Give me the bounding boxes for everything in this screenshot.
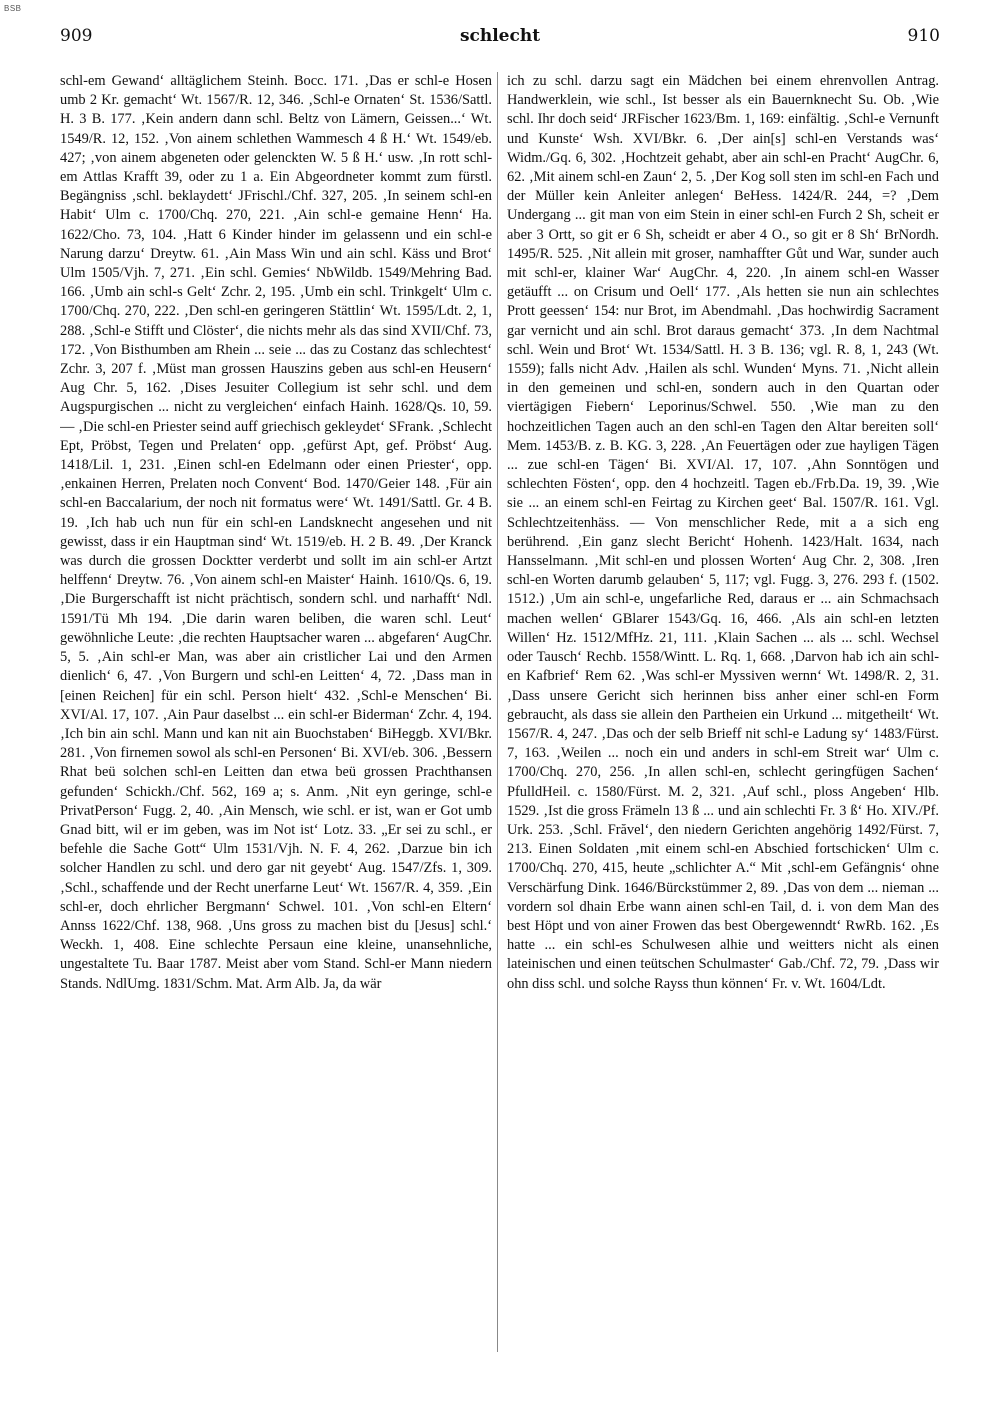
text-column-right: ich zu schl. darzu sagt ein Mädchen bei einem ehrenvollen Antrag. Handwerklein, wie schl., Ist besser als ein Bauernknecht Su. Ob. ‚Wie schl. Ihr doch seid‘ JRFischer 1623/Bm. 1, 169: einfältig. ‚Schl-e Vernunft und Kunste‘ Wsh. XVI/Bkr. 6. ‚Der ain[s] schl-en Verstands was‘ Widm./Gq. 6, 302. ‚Hochtzeit gehabt, aber ain schl-en Pracht‘ AugChr. 6, 62. ‚Mit ainem schl-en Zaun‘ 2, 5. ‚Der Kog soll sten im schl-en Fach und der Müller kein Anleiter anlegen‘ BeHess. 1424/R. 244, =? ‚Dem Undergang ... git man von eim Stein in einer schl-en Furch 2 Sh, scheit er aber 3 Ortt, so git er 6 Sh, scheidt er aber 4 O., so git er 8 Sh‘ BrNordh. 1495/R. 525. ‚Nit allein mit groser, namhaffter Gůt und War, sunder auch mit schl-er, klainer War‘ AugChr. 4, 220. ‚In ainem schl-en Wasser getäufft ... on Crisum und Oell‘ 177. ‚Als hetten sie nun ain schlechtes Prott geessen‘ 154: nur Brot, im Abendmahl. ‚Das hochwirdig Sacrament gar vernicht und ain schl. Brot daraus gemacht‘ 373. ‚In dem Nachtmal schl. Wein und Brot‘ Wt. 1534/Sattl. H. 3 B. 136; vgl. R. 8, 1, 243 (Wt. 1559); falls nicht Adv. ‚Hailen als schl. Wunden‘ Myns. 71. ‚Nicht allein in den gemeinen und schl-en, sondern auch in den Quartan oder viertägigen Fiebern‘ Leporinus/Schwel. 550. ‚Wie man zu den hochzeitlichen Tagen auch an den schl-en Tagen den Altar bereiten soll‘ Mem. 1453/B. z. B. KG. 3, 228. ‚An Feuertägen oder zue hayligen Tägen ... zue schl-en Tägen‘ Bi. XVI/Al. 17, 107. ‚Ahn Sonntögen und schlechten Fösten‘, opp. den 4 hochzeitl. Tagen eb./Frb.Da. 19, 39. ‚Wie sie ... an einem schl-en Feirtag zu Kirchen geet‘ Bal. 1507/R. 161. Vgl. Schlechtzeitenhäss. — Von menschlicher Rede, mit a a sich eng berührend. ‚Ein ganz slecht Bericht‘ Hohenh. 1423/Halt. 1634, nach Hansselmann. ‚Mit schl-en und plossen Worten‘ Aug Chr. 2, 308. ‚Iren schl-en Worten darumb gelauben‘ 5, 117; vgl. Fugg. 3, 276. 293 f. (1502. 1512.) ‚Um ain schl-e, ungefarliche Red, daraus er ... ain Schmachsach machen wellen‘ GBlarer 1543/Gq. 16, 466. ‚Als ain schl-en letzten Willen‘ Hz. 1512/MfHz. 21, 111. ‚Klain Sachen ... als ... schl. Wechsel oder Tausch‘ Rechb. 1558/Wintt. L. Rq. 1, 668. ‚Darvon hab ich ain schl-en Kafbrief‘ Rem 62. ‚Was schl-er Myssiven wernn‘ Wt. 1498/R. 2, 31. ‚Dass unsere Gericht sich herinnen biss anher einer schl-en Form gebraucht, als dass sie allein den Partheien ein Urkund ... mitgetheilt‘ Wt. 1567/R. 4, 247. ‚Das och der selb Brieff nit schl-e Ladung sy‘ 1483/Fürst. 7, 163. ‚Weilen ... noch ein und anders in schl-em Streit war‘ Ulm c. 1700/Chq. 270, 256. ‚In allen schl-en, schlecht geringfügen Sachen‘ PfulldHeil. c. 1580/Fürst. M. 2, 321. ‚Auf schl., ploss Angeben‘ Hlb. 1529. ‚Ist die gross Främeln 13 ß ... und ain schlechti Fr. 3 ß‘ Ho. XIV./Pf. Urk. 253. ‚Schl. Frăvel‘, den niedern Gerichten angehörig 1492/Fürst. 7, 213. Einen Soldaten ‚mit einem schl-en Abschied fortschicken‘ Ulm c. 1700/Chq. 270, 415, heute „schlichter A.“ Mit ‚schl-em Gefängnis‘ ohne Verschärfung Dink. 1646/Bürckstümmer 2, 89. ‚Das von dem ... nieman ... vordern sol dhain Erbe wann ainen schl-en Tail, d. i. von dem Man des best Höpt und von ainer Frowen das best Obergewenndt‘ RwRb. 162. ‚Es hatte ... ein schl-es Schulwesen alhie und weitters nicht als einen lateinischen und einen teütschen Schulmaster‘ Gab./Chf. 72, 79. ‚Dass wir ohn diss schl. und solche Rayss thun können‘ Fr. v. Wt. 1604/Ldt. xyxy=(507,73,939,992)
library-stamp: BSB xyxy=(4,4,22,13)
text-column-left: schl-em Gewand‘ alltäglichem Steinh. Bocc. 171. ‚Das er schl-e Hosen umb 2 Kr. gemacht‘ Wt. 1567/R. 12, 346. ‚Schl-e Ornaten‘ St. 1536/Sattl. H. 3 B. 177. ‚Kein andern dann schl. Beltz von Lämern, Geissen...‘ Wt. 1549/R. 12, 152. ‚Von ainem schlethen Wammesch 4 ß H.‘ Wt. 1549/eb. 427; ‚von ainem abgeneten oder gelenckten W. 5 ß H.‘ usw. ‚In rott schl-em Attlas Krafft 39, oder zu 1 a. Ein Abgeordneter kommt zum fürstl. Begängniss ‚schl. beklaydett‘ JFrischl./Chf. 327, 205. ‚In seinem schl-en Habit‘ Ulm c. 1700/Chq. 270, 221. ‚Ain schl-e gemaine Henn‘ Ha. 1622/Cho. 73, 104. ‚Hatt 6 Kinder hinder im gelassenn und ein schl-e Narung darzu‘ Dreytw. 61. ‚Ain Mass Win und ain schl. Käss und Brot‘ Ulm 1505/Vjh. 7, 271. ‚Ein schl. Gemies‘ NbWildb. 1549/Mehring Bad. 166. ‚Umb ain schl-s Gelt‘ Zchr. 2, 195. ‚Umb ein schl. Trinkgelt‘ Ulm c. 1700/Chq. 270, 222. ‚Den schl-en geringeren Stättlin‘ Wt. 1595/Ldt. 2, 1, 288. ‚Schl-e Stifft und Clöster‘, die nichts mehr als das sind XVII/Chf. 73, 172. ‚Von Bisthumben am Rhein ... seie ... das zu Costanz das schlechtest‘ Zchr. 3, 207 f. ‚Müst man grossen Hauszins geben aus schl-en Heusern‘ Aug Chr. 5, 162. ‚Dises Jesuiter Collegium ist sehr schl. und dem Augspurgischen ... nicht zu vergleichen‘ einfach Hainh. 1628/Qs. 10, 59. — ‚Die schl-en Priester seind auff griechisch gekleydet‘ SFrank. ‚Schlecht Ept, Pröbst, Tegen und Prelaten‘ opp. ‚gefürst Apt, gef. Pröbst‘ Aug. 1418/Lil. 1, 231. ‚Einen schl-en Edelmann oder einen Priester‘, opp. ‚enkainen Herren, Prelaten noch Convent‘ Bod. 1470/Geier 148. ‚Für ain schl-en Baccalarium, der noch nit formatus were‘ Wt. 1491/Sattl. Gr. 4 B. 19. ‚Ich hab uch nun für ein schl-en Landsknecht angesehen und nit gewisst, dass ir ein Hauptman sind‘ Wt. 1519/eb. H. 2 B. 49. ‚Der Kranck was durch die grossen Docktter verderbt und sollt im ain schl-er Artzt helffenn‘ Dreytw. 76. ‚Von ainem schl-en Maister‘ Hainh. 1610/Qs. 6, 19. ‚Die Burgerschafft ist nicht prächtisch, sondern schl. und narhafft‘ Ndl. 1591/Tü Mh 194. ‚Die darin waren beliben, die waren schl. Leut‘ gewöhnliche Leute: ‚die rechten Hauptsacher waren ... abgefaren‘ AugChr. 5, 5. ‚Ain schl-er Man, was aber ain cristlicher Lai und den Armen dienlich‘ 6, 47. ‚Von Burgern und schl-en Leitten‘ 4, 72. ‚Dass man in [einen Reichen] für ein schl. Person hielt‘ 432. ‚Schl-e Menschen‘ Bi. XVI/Al. 17, 107. ‚Ain Paur daselbst ... ein schl-er Biderman‘ Zchr. 4, 194. ‚Ich bin ain schl. Mann und kan nit ain Buochstaben‘ BiHeggb. XVI/Bkr. 281. ‚Von firnemen sowol als schl-en Personen‘ Bi. XVI/eb. 306. ‚Bessern Rhat beü solchen schl-en Leitten dan etwa beü grossen Prachthansen gefunden‘ Schickh./Chf. 562, 169 a; s. Anm. ‚Nit eyn geringe, schl-e PrivatPerson‘ Fugg. 2, 40. ‚Ain Mensch, wie schl. er ist, wan er Got umb Gnad bitt, wil er im geben, was im Not ist‘ Lotz. 33. „Er sei zu schl., er befehle die Sache Gott“ Ulm 1531/Vjh. N. F. 4, 262. ‚Darzue bin ich solcher Handlen zu schl. und dero gar nit geyebt‘ Aug. 1547/Zfs. 1, 309. ‚Schl., schaffende und der Recht unerfarne Leut‘ Wt. 1567/R. 4, 359. ‚Ein schl-er, doch ehrlicher Bergmann‘ Schwel. 101. ‚Von schl-en Eltern‘ Annss 1622/Chf. 138, 968. ‚Uns gross zu machen bist du [Jesus] schl.‘ Weckh. 1, 408. Eine schlechte Persaun eine kleine, unansehnliche, ungestaltete Tu. Baar 1787. Meist aber vom Stand. Schl-er Mann niedern Stands. NdlUmg. 1831/Schm. Mat. Arm Alb. Ja, da wär xyxy=(60,73,492,992)
running-headword: schlecht xyxy=(459,26,541,46)
column-divider xyxy=(497,72,498,1352)
page-number-right: 910 xyxy=(907,26,940,46)
page-number-left: 909 xyxy=(60,26,93,46)
page-header xyxy=(60,22,940,52)
